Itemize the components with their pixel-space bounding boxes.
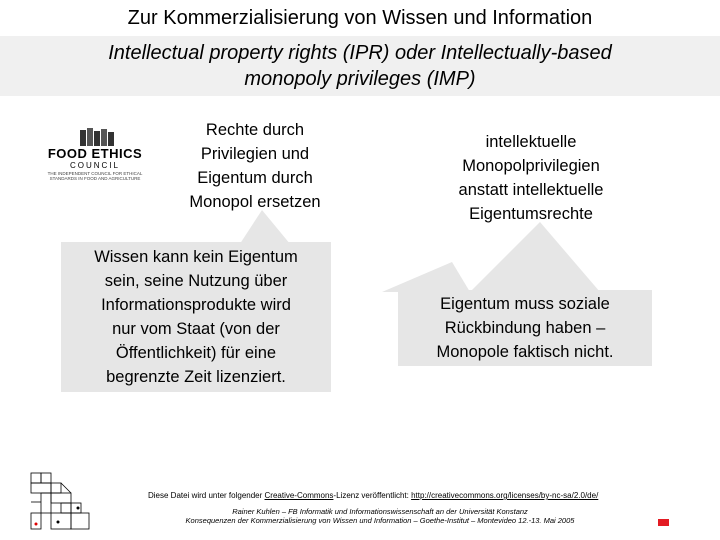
text-line: Privilegien und bbox=[200, 145, 310, 163]
logo-bars-icon bbox=[80, 128, 114, 146]
text-rechte-durch-privilegien bbox=[168, 118, 342, 214]
box-wissen-kein-eigentum bbox=[61, 242, 331, 392]
text-line: nur vom Staat (von der bbox=[112, 320, 280, 338]
text-line: Eigentum muss soziale bbox=[440, 295, 610, 313]
text-line: anstatt intellektuelle bbox=[458, 181, 604, 199]
text-line: Rückbindung haben – bbox=[444, 319, 606, 337]
box-eigentum-soziale-rueckbindung bbox=[398, 290, 652, 366]
text-line: Öffentlichkeit) für eine bbox=[115, 344, 277, 362]
subtitle-line-1: Intellectual property rights (IPR) oder Intellectually-based bbox=[108, 42, 612, 64]
text-line: intellektuelle bbox=[485, 133, 577, 151]
slide-title: Zur Kommerzialisierung von Wissen und Information bbox=[0, 0, 720, 36]
logo-tagline bbox=[28, 171, 162, 181]
credit-line-2: Konsequenzen der Kommerzialisierung von Wissen und Information – Goethe-Institut – Montevideo 12.-13. Mai 2005 bbox=[185, 516, 575, 525]
footer-credit bbox=[120, 507, 640, 525]
food-ethics-council-logo bbox=[28, 128, 162, 188]
logo-tagline-line-1: THE INDEPENDENT COUNCIL FOR ETHICAL bbox=[47, 171, 143, 176]
university-grid-logo-icon bbox=[30, 472, 90, 530]
text-line: Wissen kann kein Eigentum bbox=[94, 248, 298, 266]
logo-tagline-line-2: STANDARDS IN FOOD AND AGRICULTURE bbox=[49, 176, 141, 181]
text-line: Monopol ersetzen bbox=[189, 193, 321, 211]
text-line: Eigentum durch bbox=[197, 169, 313, 187]
credit-line-1: Rainer Kuhlen – FB Informatik und Informationswissenschaft an der Universität Konstanz bbox=[232, 507, 528, 516]
creative-commons-link[interactable]: Creative-Commons bbox=[264, 491, 334, 500]
text-line: begrenzte Zeit lizenziert. bbox=[106, 368, 286, 386]
logo-brand-line-2: COUNCIL bbox=[69, 161, 120, 170]
logo-brand-line-1: FOOD ETHICS bbox=[47, 146, 143, 161]
license-prefix: Diese Datei wird unter folgender bbox=[148, 491, 265, 500]
text-line: Rechte durch bbox=[205, 121, 305, 139]
text-line: Monopolprivilegien bbox=[462, 157, 600, 175]
text-line: Monopole faktisch nicht. bbox=[436, 343, 614, 361]
red-accent-mark bbox=[658, 519, 669, 526]
pointer-right-top bbox=[470, 222, 600, 292]
license-notice bbox=[148, 491, 598, 500]
text-line: Eigentumsrechte bbox=[469, 205, 593, 223]
license-url-link[interactable]: http://creativecommons.org/licenses/by-nc-sa/2.0/de/ bbox=[411, 491, 599, 500]
pointer-right bbox=[382, 262, 470, 292]
subtitle-line-2: monopoly privileges (IMP) bbox=[244, 68, 476, 90]
text-line: sein, seine Nutzung über bbox=[104, 272, 288, 290]
text-intellektuelle-monopolprivilegien bbox=[426, 130, 636, 226]
license-middle: -Lizenz veröffentlicht: bbox=[333, 491, 412, 500]
text-line: Informationsprodukte wird bbox=[101, 296, 291, 314]
